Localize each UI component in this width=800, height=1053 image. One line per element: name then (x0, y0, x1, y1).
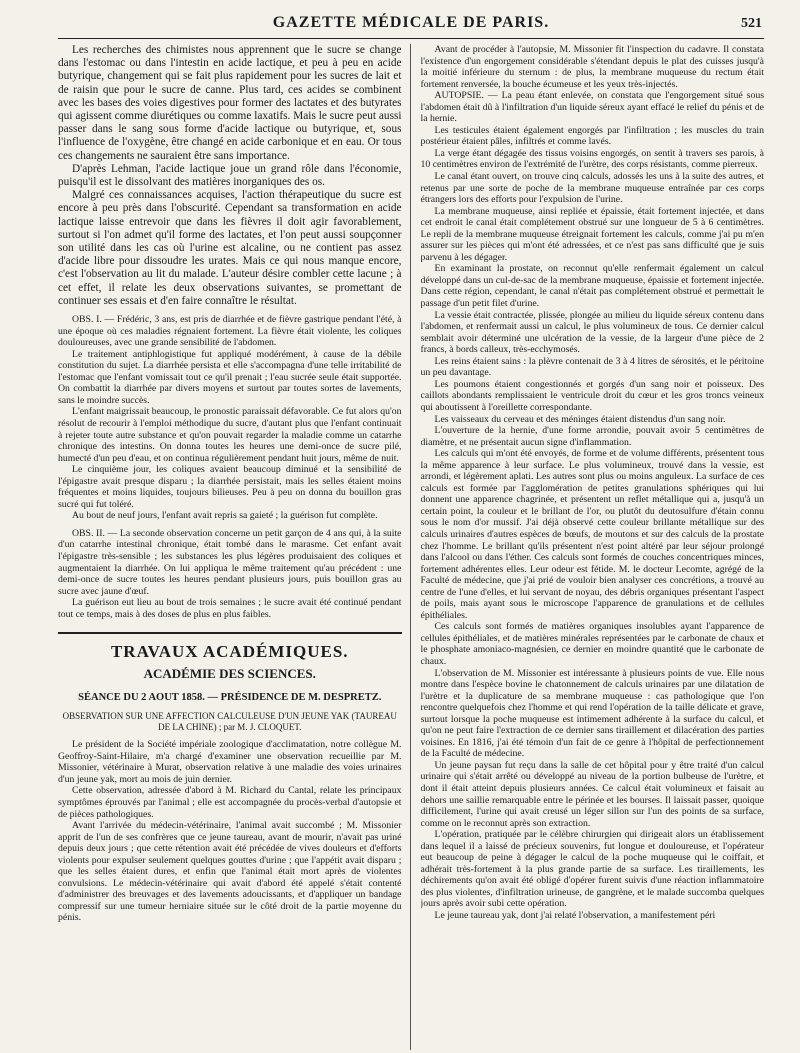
observation-paragraph: Au bout de neuf jours, l'enfant avait repris sa gaieté ; la guérison fut complète. (72, 510, 378, 522)
observation-paragraph: Le cinquième jour, les coliques avaient beaucoup diminué et la sensibilité de l'épigastre avait presque disparu ; la diarrhée persistait, mais les selles étaient moins fréquentes et moins liquides, toujours bilieuses. Peu à peu on donna du bouillon gras sucré qui fut toléré. (58, 464, 402, 510)
meeting-line: SÉANCE DU 2 AOUT 1858. — PRÉSIDENCE DE M. DESPRETZ. (78, 692, 382, 704)
paragraph: D'après Lehman, l'acide lactique joue un grand rôle dans l'économie, puisqu'il est le dissolvant des matières inorganiques des os. (58, 162, 402, 189)
paragraph: La verge étant dégagée des tissus voisins engorgés, on sentit à travers ses parois, à 10 centimètres environ de l'extrémité de l'urètre, des corps résistants, comme pierreux. (420, 147, 764, 171)
paragraph: Le canal étant ouvert, on trouve cinq calculs, adossés les uns à la suite des autres, et retenus par une sorte de poche de la membrane muqueuse entraînée par ces corps étrangers lors des efforts pour l'expulsion de l'urine. (420, 171, 764, 206)
paragraph: L'ouverture de la hernie, d'une forme arrondie, pouvait avoir 5 centimètres de diamètre, et ne présentait aucun signe d'inflammation. (420, 425, 764, 448)
paragraph: Les poumons étaient congestionnés et gorgés d'un sang noir et poisseux. Des caillots abondants remplissaient le ventricule droit du cœur et les gros troncs veineux qui aboutissent à l'oreillette correspondante. (420, 378, 764, 413)
text-columns (58, 44, 764, 1050)
paragraph: Les recherches des chimistes nous apprennent que le sucre se change dans l'estomac ou dans l'intestin en acide lactique, et peu à peu en acide butyrique, changement qui se fait plus rapidement pour les sucres de lait et de raisin que pour le sucre de canne. Plus tard, ces acides se combinent avec les bases des voies digestives pour former des lactates et des butyrates qui agissent comme diurétiques ou comme laxatifs. Mais le sucre peut aussi passer dans le sang sous forme d'acide lactique ou butyrique, et, sous l'influence de l'oxygène, être changé en acide carbonique et en eau. Or tous ces changements ne sauraient être sans importance. (58, 44, 402, 162)
section-separator (58, 632, 402, 634)
paragraph: Les calculs qui m'ont été envoyés, de forme et de volume différents, présentent tous la même apparence à leur surface. Le plus volumineux, trouvé dans la vessie, est arrondi, et légèrement aplati. Les autres sont plus ou moins anguleux. La surface de ces calculs est formée par l'agglomération de petites granulations sphériques qui lui donnent une apparence chagrinée, et présentent un reflet métallique qui a, jusqu'à un certain point, la couleur et le brillant de l'or, ou plutôt du deutosulfure d'étain connu sous le nom d'or mussif. J'ai déjà observé cette couleur brillante métallique sur des calculs urinaires d'autres espèces de bœufs, de moutons et sur des calculs de la prostate chez l'homme. Le brillant qu'ils présentent n'est point altéré par leur séjour prolongé dans l'alcool ou dans l'éther. Ces calculs sont formés de couches concentriques minces, fortement adhérentes elles. Leur odeur est fétide. M. le docteur Lecomte, agrégé de la Faculté de médecine, que j'ai prié de vouloir bien analyser ces concrétions, a trouvé au centre de l'une d'elles, et lui servant de noyau, des débris organiques présentant l'aspect de poils, mais ayant sous le microscope l'apparence de granulations et de cellules épithéliales. (420, 448, 764, 621)
paragraph: L'opération, pratiquée par le célèbre chirurgien qui dirigeait alors un établissement dans lequel il a laissé de précieux souvenirs, fut longue et douloureuse, et l'opérateur eut beaucoup de peine à dégager le calcul de la poche muqueuse qui le coiffait, et adhérait très-fortement à la plus grande partie de sa surface. Les tiraillements, les déchirements qu'on avait été obligé d'opérer furent suivis d'une réaction inflammatoire des plus violentes, d'infiltration urineuse, de gangrène, et le malade succomba quelques jours après avoir subi cette opération. (420, 829, 764, 910)
paragraph: Les vaisseaux du cerveau et des méninges étaient distendus d'un sang noir. (434, 413, 726, 425)
page-number: 521 (741, 16, 762, 31)
observation-paragraph: La guérison eut lieu au bout de trois semaines ; le sucre avait été continué pendant tout ce temps, mais à des doses de plus en plus faibles. (58, 597, 402, 620)
article-title: OBSERVATION SUR UNE AFFECTION CALCULEUSE D'UN JEUNE YAK (TAUREAU DE LA CHINE) ; par M. J. CLOQUET. (62, 711, 397, 733)
paragraph: Malgré ces connaissances acquises, l'action thérapeutique du sucre est encore à peu près dans l'obscurité. Cependant sa transformation en acide lactique laisse entrevoir que dans les fièvres il doit agir favorablement, surtout si l'on admet qu'il forme des lactates, et l'on peut aussi soupçonner son utilité dans les cas où l'urine est alcaline, ou ne contient pas assez d'acide libre pour dissoudre les urates. Mais ce qui nous manque encore, c'est l'observation au lit du malade. L'auteur désire combler cette lacune ; à cet effet, il relate les deux observations suivantes, se promettant de continuer ses essais et d'en faire connaître le résultat. (58, 189, 402, 307)
running-title: GAZETTE MÉDICALE DE PARIS. (272, 14, 550, 31)
observation-paragraph: OBS. II. — La seconde observation concerne un petit garçon de 4 ans qui, à la suite d'un catarrhe intestinal chronique, était tombé dans le marasme. Cet enfant avait l'épigastre très-sensible ; les substances les plus légères produisaient des coliques et augmentaient la diarrhée. On lui appliqua le même traitement qu'au précédent : une demi-once de sucre toutes les heures pendant plusieurs jours, puis bouillon gras au sucre avec jaune d'œuf. (58, 527, 402, 597)
paragraph: Les testicules étaient également engorgés par l'infiltration ; les muscles du train postérieur étaient pâles, infiltrés et comme lavés. (420, 124, 764, 148)
section-title: TRAVAUX ACADÉMIQUES. (110, 642, 349, 662)
paragraph: Ces calculs sont formés de matières organiques insolubles ayant l'apparence de cellules épithéliales, et de matières minérales représentées par le carbonate de chaux et le phosphate amoniaco-magnésien, ce dernier en moindre quantité que le carbonate de chaux. (420, 621, 764, 667)
paragraph: En examinant la prostate, on reconnut qu'elle renfermait également un calcul développé dans un cul-de-sac de la membrane muqueuse, épaissie et fortement injectée. Dans cette région, cependant, le canal n'était pas complétement obstrué et permettait le passage d'un petit filet d'urine. (420, 263, 764, 310)
article-paragraph: Avant l'arrivée du médecin-vétérinaire, l'animal avait succombé ; M. Missonier apprit de l'un de ses confrères que ce jeune taureau, avant de mourir, n'avait pas uriné depuis deux jours ; que cette rétention avait été précédée de vives douleurs et d'efforts violents pour expulser seulement quelques gouttes d'urine ; que l'appétit avait disparu ; que les selles étaient dures, et enfin que l'animal était mort après de violentes convulsions. Le médecin-vétérinaire qui avait d'abord été appelé s'était contenté d'administrer des breuvages et des lavements adoucissants, et d'appliquer un bandage compressif sur une tumeur herniaire située sur le côté droit de la partie moyenne du pénis. (58, 820, 402, 924)
observation-paragraph: OBS. I. — Frédéric, 3 ans, est pris de diarrhée et de fièvre gastrique pendant l'été, à une époque où ces maladies régnaient fortement. La fièvre était violente, les coliques douloureuses, avec une grande sensibilité de l'abdomen. (58, 314, 402, 349)
paragraph: La membrane muqueuse, ainsi repliée et épaissie, était fortement injectée, et dans cet endroit le canal était complétement obstrué sur une longueur de 5 à 6 centimètres. Le repli de la membrane muqueuse étreignait fortement les calculs, comme j'ai pu m'en assurer sur les pièces qui m'ont été adressées, et ce n'est pas sans difficulté que je suis parvenu à les dégager. (420, 205, 764, 263)
paragraph: Le jeune taureau yak, dont j'ai relaté l'observation, a manifestement péri (434, 910, 716, 922)
observation-paragraph: L'enfant maigrissait beaucoup, le pronostic paraissait défavorable. Ce fut alors qu'on résolut de recourir à l'emploi méthodique du sucre, d'autant plus que l'enfant continuait à rejeter toute autre substance et qu'on pouvait regarder la maladie comme un catarrhe chronique des intestins. On donna toutes les heures une demi-once de sucre pilé, humecté d'un peu d'eau, et on continua régulièrement pendant huit jours, même de nuit. (58, 406, 402, 464)
paragraph: AUTOPSIE. — La peau étant enlevée, on constata que l'engorgement situé sous l'abdomen était dû à l'infiltration d'un liquide séreux ayant effacé le relief du pénis et de la hernie. (420, 90, 764, 125)
article-paragraph: Le président de la Société impériale zoologique d'acclimatation, notre collègue M. Geoffroy-Saint-Hilaire, m'a chargé d'examiner une observation recueillie par M. Missonier, vétérinaire à Murat, observation relative à une maladie des voies urinaires d'un jeune yak, mort au mois de juin dernier. (58, 739, 402, 785)
observation-paragraph: Le traitement antiphlogistique fut appliqué modérément, à cause de la débile constitution du sujet. La diarrhée persista et elle s'accompagna d'une telle irritabilité de l'estomac que l'enfant vomissait tout ce qu'il prenait ; l'eau sucrée seule était supportée. On combattit la diarrhée par divers moyens et surtout par toutes sortes de lavements, sans le moindre succès. (58, 348, 402, 406)
subsection-title: ACADÉMIE DES SCIENCES. (143, 666, 316, 682)
paragraph: Les reins étaient sains : la plèvre contenait de 3 à 4 litres de sérosités, et le péritoine un peu davantage. (420, 355, 764, 379)
paragraph: Avant de procéder à l'autopsie, M. Missonier fit l'inspection du cadavre. Il constata l'existence d'un engorgement considérable s'étendant depuis le plat des cuisses jusqu'à la moitié inférieure du sternum : de plus, la membrane muqueuse du rectum était fortement renversée, la bouche écumeuse et les yeux très-injectés. (420, 44, 764, 90)
right-column (421, 44, 765, 1050)
paragraph: L'observation de M. Missonier est intéressante à plusieurs points de vue. Elle nous montre dans l'espèce bovine le chatonnement de calculs urinaires par une dilatation de l'urètre et la duplicature de sa membrane muqueuse : cas pathologique que l'on rencontre quelquefois chez l'homme et qui rend l'opération de la taille délicate et grave, surtout lorsque la poche muqueuse est intimement adhérente à la surface du calcul, et qu'on ne peut faire l'extraction de ce dernier sans tiraillement et dilacération des parties voisines. En 1816, j'ai été témoin d'un fait de ce genre à l'hôpital de perfectionnement de la Faculté de médecine. (420, 667, 764, 760)
article-paragraph: Cette observation, adressée d'abord à M. Richard du Cantal, relate les principaux symptômes éprouvés par l'animal ; elle est accompagnée du procès-verbal d'autopsie et de pièces pathologiques. (58, 785, 402, 820)
paragraph: La vessie était contractée, plissée, plongée au milieu du liquide séreux contenu dans l'abdomen, et renfermait aussi un calcul, le plus volumineux de tous. Ce dernier calcul semblait avoir déterminé une ulcération de la vessie, de la largeur d'une pièce de 2 francs, à bords calleux, très-ecchymosés. (420, 309, 764, 356)
header-rule (58, 38, 764, 39)
paragraph: Un jeune paysan fut reçu dans la salle de cet hôpital pour y être traité d'un calcul urinaire qui s'était arrêté ou développé au niveau de la portion bulbeuse de l'urètre, et dont il était atteint depuis plusieurs années. Ce calcul était volumineux et faisait au dehors une saillie remarquable entre le périnée et les bourses. Il laissait passer, quoique difficilement, l'urine qui avait creusé un léger sillon sur l'un des points de sa surface, comme on le reconnut après son extraction. (420, 759, 764, 829)
page-header (58, 0, 764, 44)
left-column (58, 44, 411, 1050)
